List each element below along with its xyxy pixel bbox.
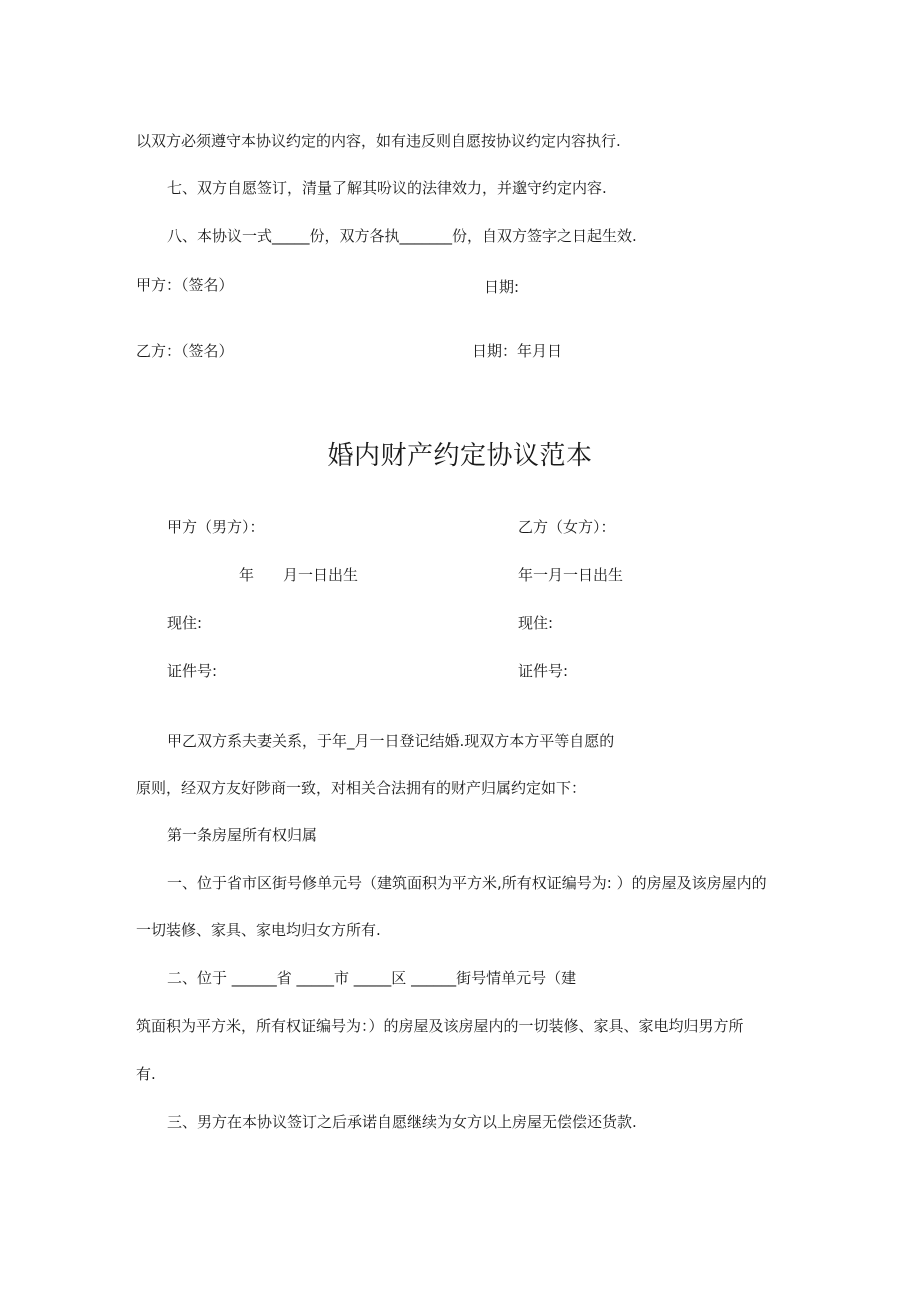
- item-two-line-2: 筑面积为平方米，所有权证编号为：）的房屋及该房屋内的一切装修、家具、家电均归男方所: [136, 1017, 744, 1035]
- party-b-date-label: 日期：年月日: [472, 342, 563, 360]
- party-b-address: 现住:: [518, 614, 554, 632]
- clause-seven: 七、双方自愿签订，清量了解其吩议的法律效力，并邈守约定内容.: [167, 179, 607, 197]
- party-b-signature-label: 乙方：（签名）: [136, 342, 234, 360]
- item-two-line-1: 二、位于 ______省 _____市 _____区 ______街号情单元号（建: [167, 969, 577, 987]
- intro-paragraph-line-1: 甲乙双方系夫妻关系，于年_月一日登记结婚.现双方本方平等自愿的: [167, 732, 615, 750]
- item-two-line-3: 有.: [136, 1065, 156, 1083]
- party-a-address: 现住:: [167, 614, 203, 632]
- clause-continuation: 以双方必须遵守本协议约定的内容，如有违反则自愿按协议约定内容执行.: [136, 132, 621, 150]
- clause-eight: 八、本协议一式_____份，双方各执_______份，自双方签字之日起生效.: [167, 227, 637, 245]
- item-one-line-1: 一、位于省市区街号修单元号（建筑面积为平方米,所有权证编号为: ）的房屋及该房屋内的: [167, 874, 767, 892]
- article-one-heading: 第一条房屋所有权归属: [167, 826, 318, 844]
- party-b-label: 乙方（女方）：: [518, 518, 616, 536]
- party-a-birth-year: 年: [239, 566, 255, 584]
- document-title: 婚内财产约定协议范本: [327, 441, 593, 471]
- item-three: 三、男方在本协议签订之后承诺自愿继续为女方以上房屋无偿偿还货款.: [167, 1113, 637, 1131]
- intro-paragraph-line-2: 原则，经双方友好陟商一致，对相关合法拥有的财产归属约定如下：: [136, 779, 587, 797]
- party-a-date-label: 日期:: [484, 278, 520, 296]
- party-a-id-number: 证件号:: [167, 662, 218, 680]
- party-b-id-number: 证件号:: [518, 662, 569, 680]
- item-one-line-2: 一切装修、家具、家电均归女方所有.: [136, 921, 381, 939]
- party-a-label: 甲方（男方）：: [167, 518, 265, 536]
- party-a-signature-label: 甲方：（签名）: [136, 276, 234, 294]
- party-a-birth-date: 月一日出生: [283, 566, 359, 584]
- party-b-birth-date: 年一月一日出生: [518, 566, 624, 584]
